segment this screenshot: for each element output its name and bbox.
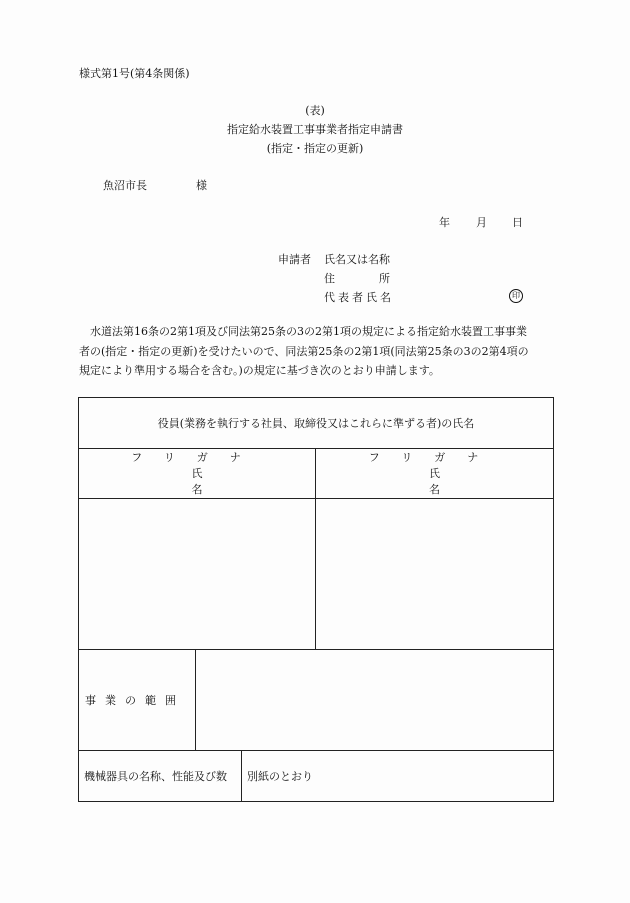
form-subtitle: (指定・指定の更新): [266, 142, 364, 155]
honorific: 様: [196, 179, 207, 192]
application-statement: [79, 322, 553, 381]
name-label: 氏名: [191, 466, 285, 496]
applicant-address-label: 住 所: [324, 272, 390, 285]
officer-names-field-left[interactable]: [79, 499, 316, 650]
form-title: 指定給水装置工事事業者指定申請書: [227, 123, 403, 136]
applicant-name-label: 氏名又は名称: [324, 253, 390, 266]
equipment-value: 別紙のとおり: [242, 751, 554, 802]
form-side-label: (表): [305, 104, 325, 117]
furigana-name-header-right: [316, 449, 554, 499]
application-table: [78, 397, 554, 802]
date-month-label: 月: [476, 216, 487, 229]
officer-names-field-right[interactable]: [316, 499, 554, 650]
furigana-label: フリガナ: [131, 450, 263, 464]
applicant-representative-label: 代表者氏名: [324, 291, 394, 304]
statement-line: 規定により準用する場合を含む。)の規定に基づき次のとおり申請します。: [79, 364, 440, 377]
name-label: 氏名: [429, 466, 523, 496]
business-scope-field[interactable]: [196, 650, 554, 751]
applicant-label: 申請者: [278, 253, 311, 266]
statement-line: 者の(指定・指定の更新)を受けたいので、同法第25条の2第1項(同法第25条の3の2第4項の: [79, 344, 529, 358]
furigana-label: フリガナ: [368, 450, 501, 464]
statement-line: 水道法第16条の2第1項及び同法第25条の3の2第1項の規定による指定給水装置工事事業: [79, 325, 527, 338]
date-year-label: 年: [439, 216, 450, 229]
equipment-label: 機械器具の名称、性能及び数: [79, 751, 242, 802]
seal-mark: 印: [509, 289, 523, 303]
business-scope-label: 事業の範囲: [79, 650, 196, 751]
furigana-name-header-left: [79, 449, 316, 499]
date-day-label: 日: [512, 216, 523, 229]
officers-header: 役員(業務を執行する社員、取締役又はこれらに準ずる者)の氏名: [79, 398, 554, 449]
form-number: 様式第1号(第4条関係): [79, 67, 190, 80]
addressee: 魚沼市長: [103, 179, 147, 192]
